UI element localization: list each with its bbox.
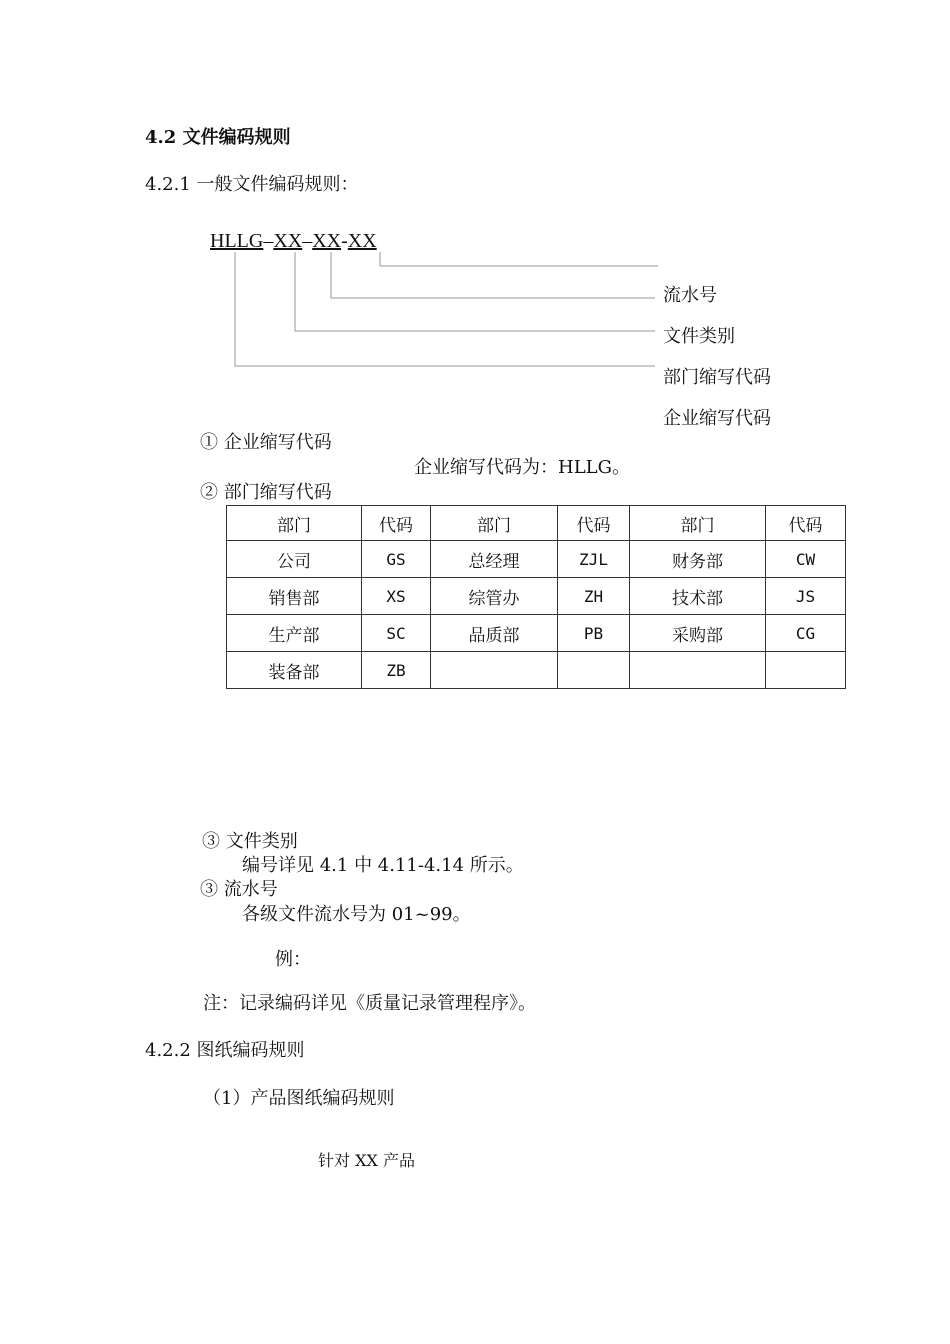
item-serial-title: ③ 流水号 xyxy=(200,879,278,900)
section-heading: 4.2 文件编码规则 xyxy=(145,127,291,148)
dept-code-cell: ZJL xyxy=(558,541,630,578)
header-cell: 部门 xyxy=(227,506,362,541)
code-part-company: HLLG xyxy=(210,230,264,252)
dept-name-cell: 财务部 xyxy=(630,541,766,578)
product-drawing-rule-heading: （1）产品图纸编码规则 xyxy=(203,1088,395,1109)
department-code-table xyxy=(226,505,846,689)
dept-name-cell: 装备部 xyxy=(227,652,362,689)
dept-code-cell xyxy=(558,652,630,689)
dept-code-cell: PB xyxy=(558,615,630,652)
item-company-code-text: 企业缩写代码为：HLLG。 xyxy=(414,457,630,478)
item-file-type-text: 编号详见 4.1 中 4.11-4.14 所示。 xyxy=(242,855,524,876)
header-cell: 代码 xyxy=(362,506,431,541)
dept-code-cell: GS xyxy=(362,541,431,578)
table-header-row xyxy=(227,506,846,541)
item-department-code-title: ② 部门缩写代码 xyxy=(200,482,332,503)
dept-name-cell: 品质部 xyxy=(431,615,558,652)
table-row xyxy=(227,615,846,652)
code-separator: - xyxy=(341,230,348,252)
label-file-type: 文件类别 xyxy=(663,326,735,347)
dept-code-cell: ZB xyxy=(362,652,431,689)
example-label: 例： xyxy=(275,949,311,970)
connector-department xyxy=(295,252,655,331)
dept-name-cell: 生产部 xyxy=(227,615,362,652)
connector-serial xyxy=(380,252,658,266)
dept-name-cell: 销售部 xyxy=(227,578,362,615)
code-part-dept: XX xyxy=(273,230,303,252)
header-cell: 部门 xyxy=(630,506,766,541)
label-department-code: 部门缩写代码 xyxy=(663,367,771,388)
code-part-serial: XX xyxy=(347,230,377,252)
table-row xyxy=(227,578,846,615)
header-cell: 代码 xyxy=(558,506,630,541)
dept-name-cell xyxy=(630,652,766,689)
dept-name-cell: 采购部 xyxy=(630,615,766,652)
header-cell: 代码 xyxy=(766,506,846,541)
dept-code-cell: ZH xyxy=(558,578,630,615)
table-row xyxy=(227,652,846,689)
item-serial-text: 各级文件流水号为 01~99。 xyxy=(242,904,471,925)
dept-code-cell: CW xyxy=(766,541,846,578)
dept-code-cell: XS xyxy=(362,578,431,615)
item-company-code-title: ① 企业缩写代码 xyxy=(200,432,332,453)
product-note: 针对 XX 产品 xyxy=(318,1151,415,1170)
item-file-type-title: ③ 文件类别 xyxy=(202,831,298,852)
table-row xyxy=(227,541,846,578)
subsection-heading-general: 4.2.1 一般文件编码规则： xyxy=(145,174,359,195)
dept-name-cell: 公司 xyxy=(227,541,362,578)
connector-company xyxy=(235,252,655,366)
code-separator: – xyxy=(302,230,313,252)
dept-name-cell: 综管办 xyxy=(431,578,558,615)
code-part-type: XX xyxy=(312,230,342,252)
dept-code-cell: CG xyxy=(766,615,846,652)
dept-code-cell: JS xyxy=(766,578,846,615)
label-serial-number: 流水号 xyxy=(663,285,717,306)
dept-code-cell: SC xyxy=(362,615,431,652)
dept-name-cell: 总经理 xyxy=(431,541,558,578)
dept-code-cell xyxy=(766,652,846,689)
subsection-heading-drawing: 4.2.2 图纸编码规则 xyxy=(145,1040,305,1061)
code-separator: – xyxy=(263,230,274,252)
note-text: 注：记录编码详见《质量记录管理程序》。 xyxy=(203,993,536,1014)
dept-name-cell: 技术部 xyxy=(630,578,766,615)
dept-name-cell xyxy=(431,652,558,689)
header-cell: 部门 xyxy=(431,506,558,541)
label-company-code: 企业缩写代码 xyxy=(663,408,771,429)
